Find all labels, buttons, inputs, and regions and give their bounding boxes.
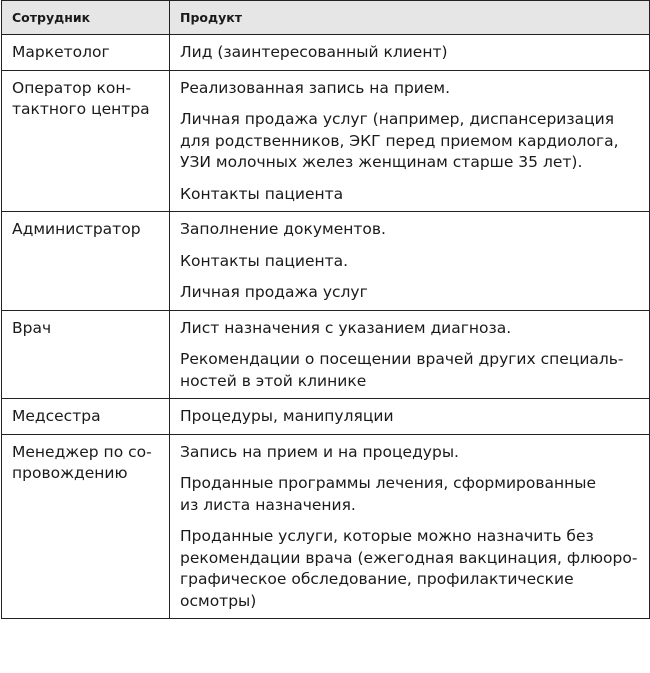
header-product: Продукт [170,1,650,35]
product-cell [170,35,650,71]
product-line: Рекомендации о посещении врачей других специаль- [180,350,624,368]
product-line: Процедуры, манипуляции [180,407,394,425]
product-line: Личная продажа услуг (например, диспансеризация [180,110,615,128]
employee-role: Маркетолог [12,43,110,61]
product-line: Запись на прием и на процедуры. [180,442,459,461]
product-item [180,78,639,100]
employee-role: Врач [12,318,52,337]
employee-role: Оператор кон- тактного центра [12,78,150,118]
product-item [180,442,639,464]
product-item [180,282,639,304]
table-header-row [2,1,650,35]
employee-product-table [1,0,650,619]
product-item [180,473,639,516]
header-employee: Сотрудник [2,1,170,35]
product-item [180,318,639,340]
product-cell [170,399,650,435]
product-line: ностей в этой клинике [180,371,367,390]
product-line: Проданные услуги, которые можно назначить без [180,527,594,545]
product-line: Заполнение документов. [180,220,386,238]
table-body [2,35,650,619]
product-line: УЗИ молочных желез женщинам старше 35 лет). [180,153,583,171]
product-cell [170,70,650,212]
employee-role: Администратор [12,220,141,238]
product-line: Проданные программы лечения, сформированные [180,474,597,492]
product-cell [170,434,650,619]
product-line: для родственников, ЭКГ перед приемом кардиолога, [180,131,619,150]
product-item [180,406,639,428]
employee-cell [2,434,170,619]
product-line: осмотры) [180,591,257,610]
employee-cell [2,310,170,399]
product-item [180,526,639,612]
product-line: Лид (заинтересованный клиент) [180,43,448,61]
table-row [2,310,650,399]
product-item [180,251,639,273]
product-line: Контакты пациента. [180,251,349,270]
product-item [180,42,639,64]
product-line: из листа назначения. [180,495,356,514]
employee-cell [2,399,170,435]
employee-cell [2,70,170,212]
table-row [2,212,650,311]
product-item [180,184,639,206]
table-row [2,70,650,212]
product-line: рекомендации врача (ежегодная вакцинация, флюоро- [180,548,638,567]
product-item [180,109,639,174]
product-cell [170,310,650,399]
employee-cell [2,212,170,311]
employee-role: Медсестра [12,407,101,425]
table-row [2,35,650,71]
employee-role: Менеджер по со- провождению [12,442,152,482]
table-row [2,434,650,619]
product-line: Контакты пациента [180,184,344,203]
product-item [180,219,639,241]
product-cell [170,212,650,311]
product-item [180,349,639,392]
table-row [2,399,650,435]
product-line: Личная продажа услуг [180,283,368,301]
product-line: графическое обследование, профилактические [180,570,574,588]
product-line: Реализованная запись на прием. [180,78,451,97]
employee-cell [2,35,170,71]
product-line: Лист назначения с указанием диагноза. [180,318,512,337]
